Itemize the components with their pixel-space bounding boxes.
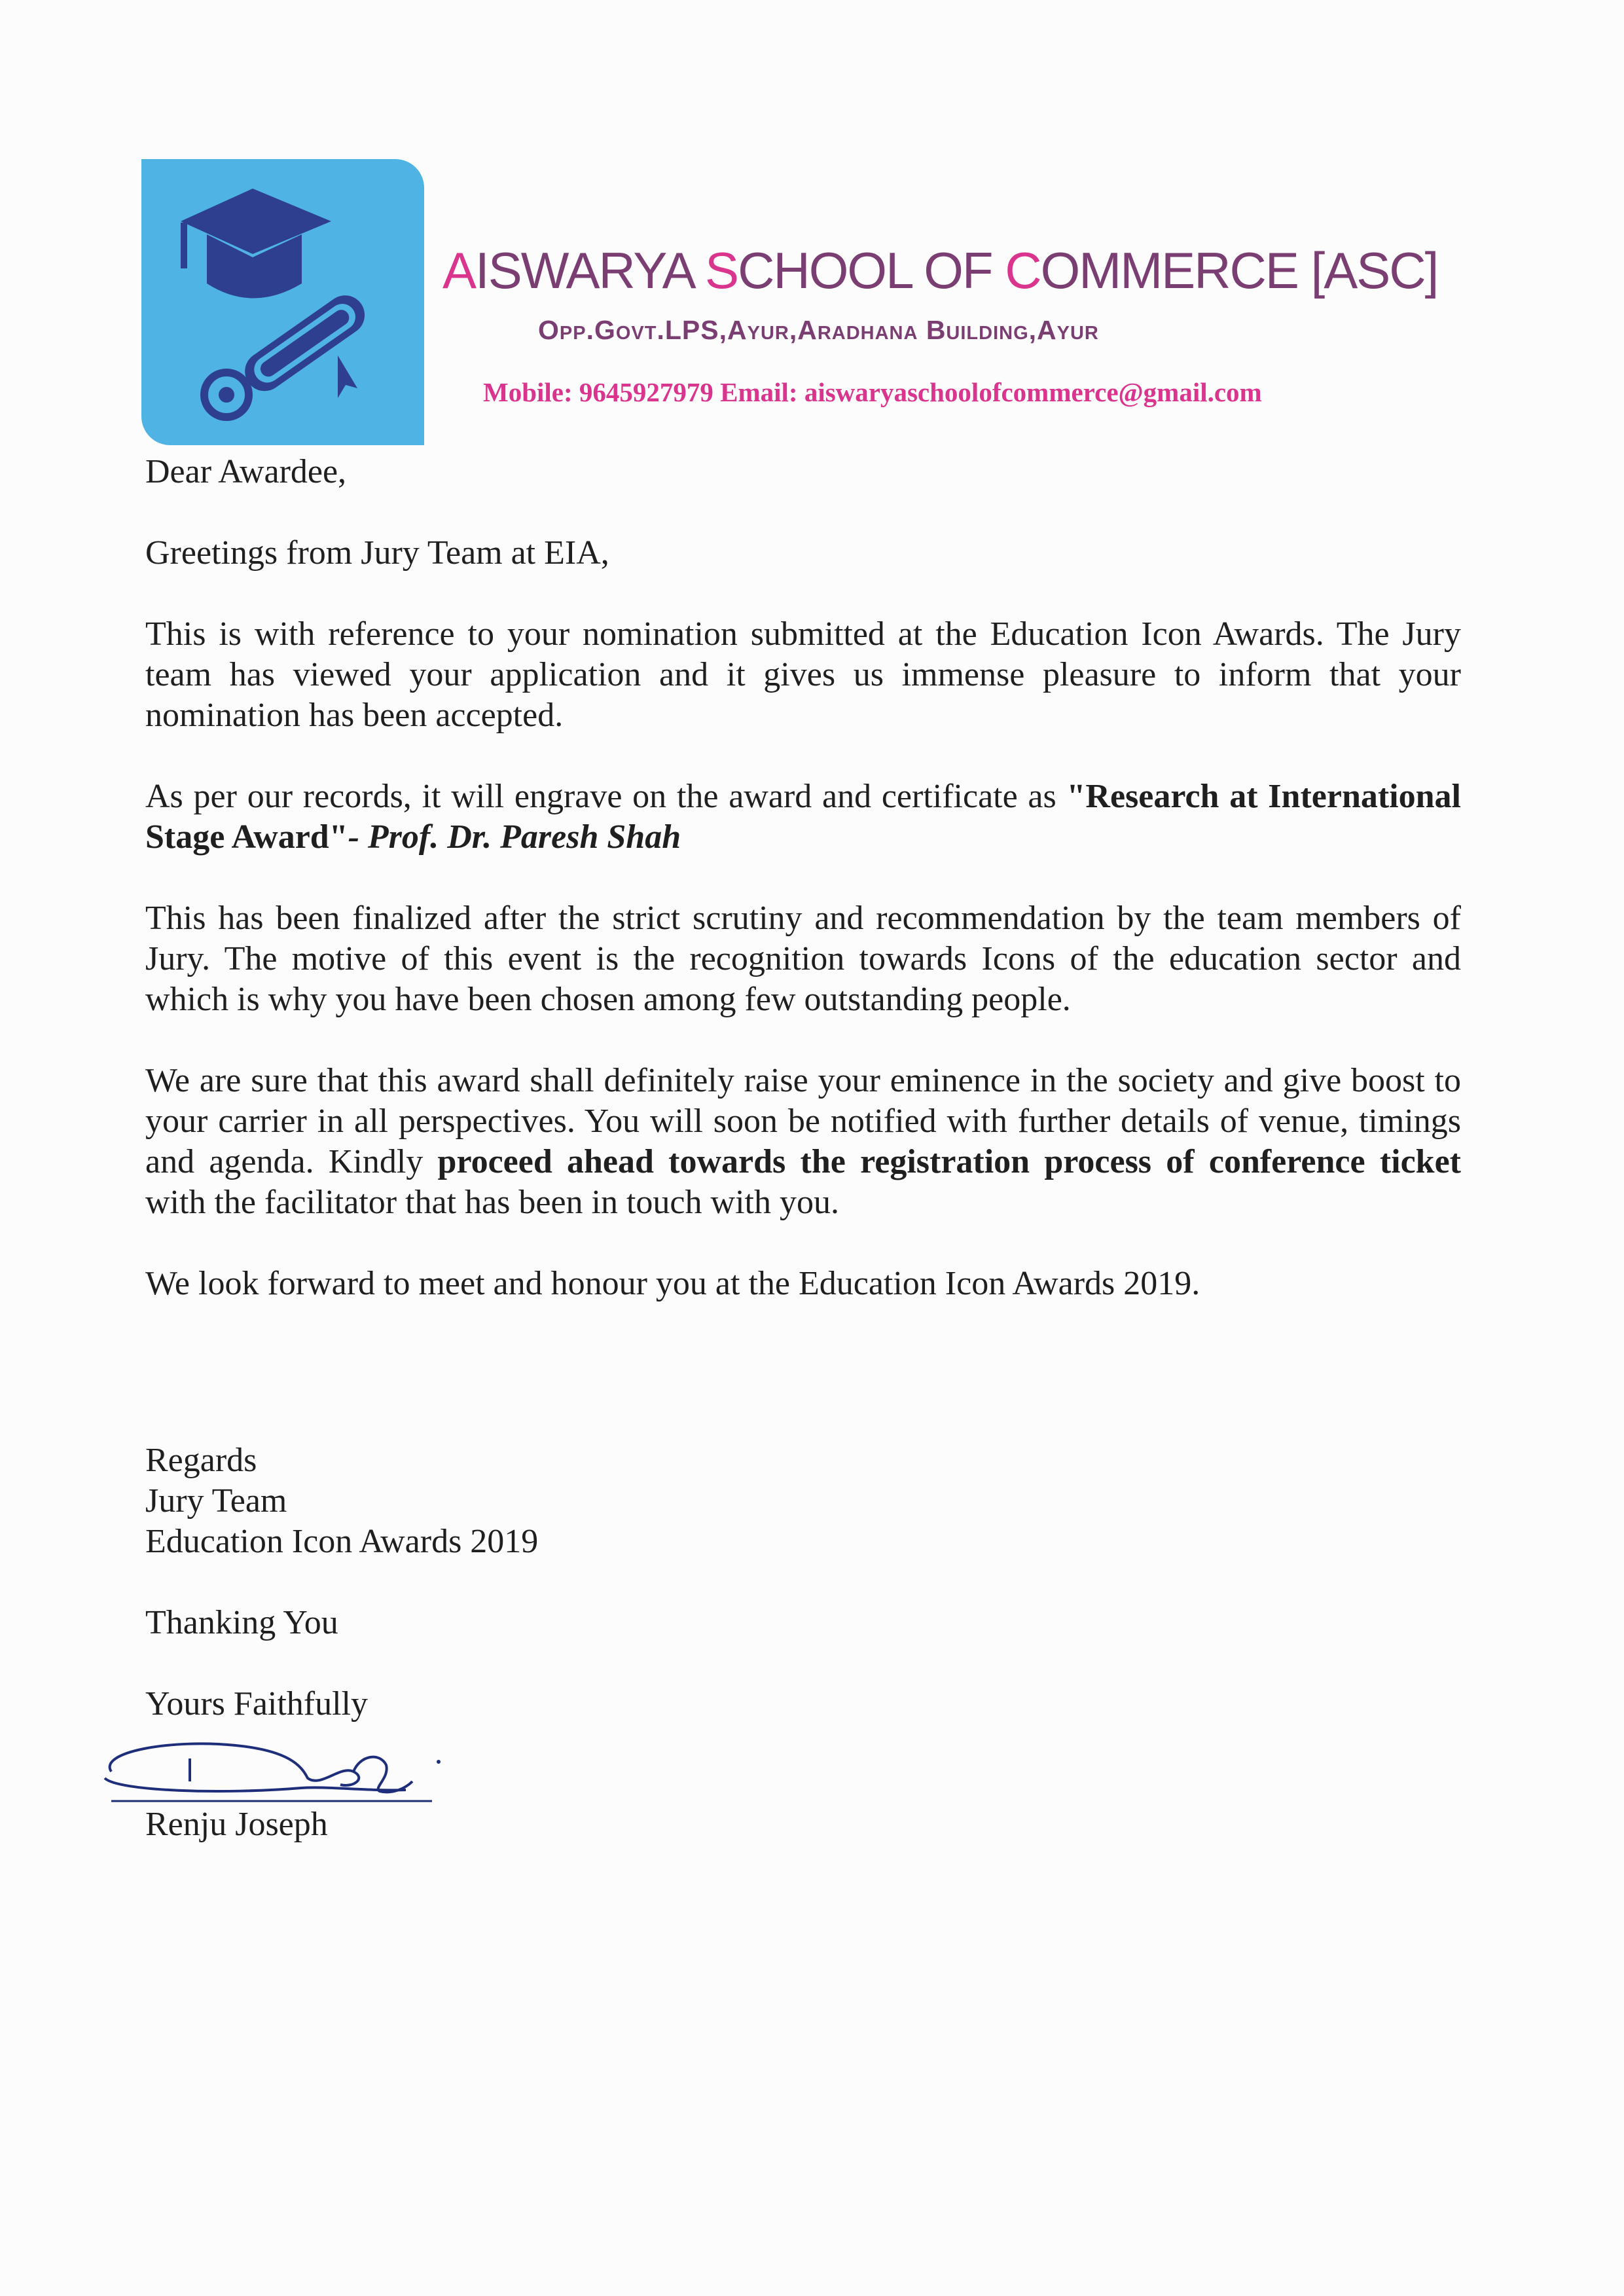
school-name (442, 241, 1451, 301)
signatory-name: Renju Joseph (145, 1806, 328, 1843)
school-name-part: ISWARYA (475, 242, 706, 299)
school-contact: Mobile: 9645927979 Email: aiswaryaschoolofcommerce@gmail.com (483, 377, 1262, 407)
school-logo (141, 159, 424, 445)
school-name-part: S (705, 242, 738, 299)
school-address: Opp.Govt.LPS,Ayur,Aradhana Building,Ayur (538, 315, 1099, 345)
paragraph-nomination: This is with reference to your nomination submitted at the Education Icon Awards. The Jury team has viewed your application and it gives us immense pleasure to inform that your nomination has been accepted. (145, 615, 1461, 734)
thanking-you: Thanking You (145, 1604, 338, 1641)
school-name-part: OMMERCE [ASC] (1040, 242, 1438, 299)
school-name-part: CHOOL OF (738, 242, 1005, 299)
event-name: Education Icon Awards 2019 (145, 1523, 539, 1560)
letter-body (145, 452, 1461, 1304)
award-dash: - (348, 818, 368, 856)
registration-instruction: proceed ahead towards the registration process of conference ticket (437, 1143, 1461, 1180)
signature-block (145, 1440, 734, 1845)
graduation-cap-diploma-icon (141, 159, 424, 445)
regards: Regards (145, 1442, 257, 1479)
jury-team: Jury Team (145, 1482, 287, 1520)
school-name-part: C (1005, 242, 1041, 299)
eminence-end: with the facilitator that has been in touch with you. (145, 1184, 839, 1221)
greeting: Greetings from Jury Team at EIA, (145, 534, 609, 572)
paragraph-award (145, 776, 1461, 858)
paragraph-eminence (145, 1061, 1461, 1223)
handwritten-signature (92, 1726, 458, 1804)
award-title: "Research at International Stage Award" (145, 778, 1461, 856)
awardee-name: Prof. Dr. Paresh Shah (367, 818, 681, 856)
salutation: Dear Awardee, (145, 453, 347, 490)
paragraph-closing: We look forward to meet and honour you at the Education Icon Awards 2019. (145, 1265, 1200, 1302)
yours-faithfully: Yours Faithfully (145, 1685, 369, 1722)
eminence-intro: We are sure that this award shall definitely raise your eminence in the society and give boost to your carrier in all perspectives. You will soon be notified with further details of venue, timings and agenda. Kindly (145, 1062, 1461, 1180)
paragraph-scrutiny: This has been finalized after the strict scrutiny and recommendation by the team members of Jury. The motive of this event is the recognition towards Icons of the education sector and which is why you have been chosen among few outstanding people. (145, 900, 1461, 1018)
school-name-part: A (442, 242, 476, 299)
award-intro: As per our records, it will engrave on the award and certificate as (145, 778, 1067, 815)
